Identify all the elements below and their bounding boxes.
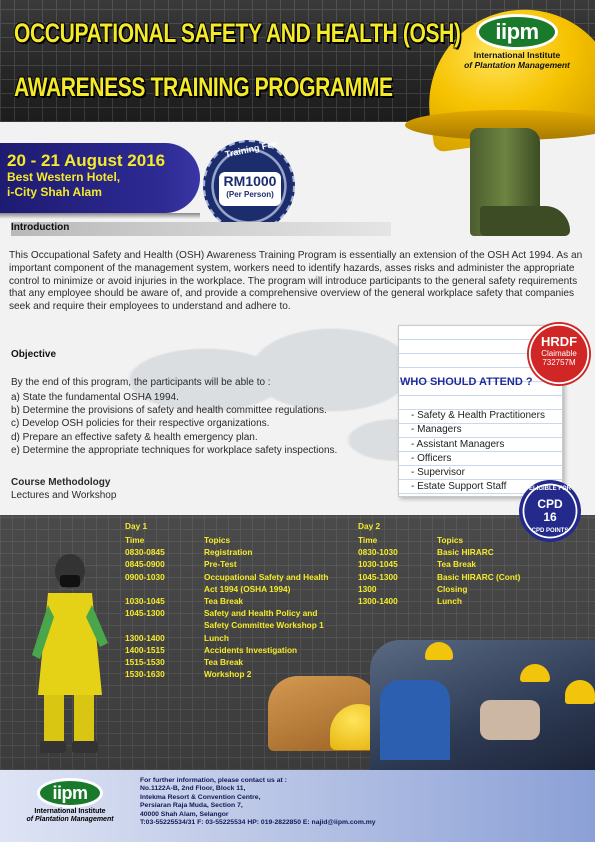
sprayer-worker-image (30, 545, 110, 755)
schedule-time: 1030-1045 (125, 596, 165, 606)
hrdf-badge (527, 322, 591, 386)
schedule-topic: Lunch (204, 632, 229, 643)
objective-item: c) Develop OSH policies for their respective organizations. (11, 418, 270, 430)
title-line-1: OCCUPATIONAL SAFETY AND HEALTH (OSH) (14, 18, 461, 48)
schedule-topic: Basic HIRARC (Cont) (437, 571, 521, 582)
day-1-time-header: Time (125, 535, 145, 545)
fee-box (219, 172, 281, 206)
contact-info (140, 777, 540, 827)
schedule-time: 0845-0900 (125, 559, 165, 570)
day-1-topic-header: Topics (204, 535, 231, 545)
attendee-item: - Supervisor (411, 467, 465, 479)
day-1-topic-column (204, 534, 328, 680)
introduction-text: This Occupational Safety and Health (OSH) Awareness Training Program is essentially an extension of the OSH Act 1994. As an important component of the management system, workers need to identify hazards, asses risks and administer the appropriate control to minimize or avoid injuries in the workplace. The program will introduce participants to the general safety requirements that any employee should be aware of, and provide a comprehensive overview of the general workplace safety that companies seek and require their employees to understand and adhere to. (9, 250, 583, 313)
schedule-time: 1045-1300 (125, 608, 165, 619)
schedule-time: 0830-1030 (358, 547, 398, 558)
attendee-list (411, 409, 545, 495)
attendee-item: - Estate Support Staff (411, 481, 507, 493)
fee-amount: RM1000 (223, 173, 277, 189)
methodology-text: Lectures and Workshop (11, 490, 117, 501)
schedule-topic: Workshop 2 (204, 669, 252, 680)
contact-line: Persiaran Raja Muda, Section 7, (140, 802, 243, 810)
injured-person (480, 700, 540, 740)
team-hard-hat (425, 642, 453, 660)
iipm-logo-header (442, 14, 592, 70)
hrdf-code: 732757M (542, 358, 576, 367)
event-venue-line-1: Best Western Hotel, (7, 170, 121, 184)
day-2-time-header: Time (358, 535, 378, 545)
objective-item: d) Prepare an effective safety & health emergency plan. (11, 431, 258, 443)
date-band-shadow (0, 213, 200, 219)
who-should-attend-heading: WHO SHOULD ATTEND ? (400, 376, 533, 388)
schedule-topic: Registration (204, 547, 253, 558)
worker-blue-uniform (380, 680, 450, 760)
objective-intro: By the end of this program, the participants will be able to : (11, 377, 271, 388)
attendee-item: - Officers (411, 452, 452, 464)
day-1-time-column (125, 534, 165, 680)
schedule-time: 1030-1045 (358, 559, 398, 570)
objective-list (11, 391, 337, 457)
event-date-band (0, 143, 200, 213)
training-fee-badge (203, 140, 295, 232)
methodology-heading: Course Methodology (11, 477, 111, 488)
day-2-topic-column (437, 534, 520, 607)
schedule-topic: Safety Committee Workshop 1 (204, 620, 324, 631)
event-date: 20 - 21 August 2016 (7, 151, 166, 170)
contact-line: For further information, please contact us at : (140, 777, 287, 784)
iipm-logo-line-1: International Institute (34, 808, 106, 815)
objective-item: e) Determine the appropriate techniques for workplace safety inspections. (11, 444, 338, 456)
iipm-logo-footer (15, 778, 125, 824)
iipm-logo-line-2: of Plantation Management (464, 60, 570, 70)
schedule-time: 1300 (358, 583, 377, 594)
schedule-topic: Safety and Health Policy and (204, 608, 318, 619)
hrdf-title: HRDF (540, 334, 578, 349)
event-venue-line-2: i-City Shah Alam (7, 185, 102, 199)
schedule-topic: Act 1994 (OSHA 1994) (204, 583, 291, 594)
team-hard-hat (520, 664, 550, 682)
cpd-points: 16 (543, 510, 557, 524)
schedule-time: 1400-1515 (125, 644, 165, 655)
contact-line: Intekma Resort & Convention Centre, (140, 793, 261, 801)
contact-line: T:03-55225534/31 F: 03-55225534 HP: 019-2822850 E: najid@iipm.com.my (140, 819, 376, 827)
cpd-label (519, 498, 581, 524)
schedule-topic: Lunch (437, 596, 462, 607)
iipm-logo-mark: iipm (476, 14, 558, 50)
fee-per-person: (Per Person) (226, 190, 274, 199)
cpd-title: CPD (537, 497, 563, 511)
objective-item: b) Determine the provisions of safety and health committee regulations. (11, 405, 327, 417)
iipm-logo-line-2: of Plantation Management (26, 816, 114, 823)
safety-boot-sole (480, 206, 570, 236)
schedule-topic: Occupational Safety and Health (204, 571, 329, 582)
contact-line: No.1122A-B, 2nd Floor, Block 11, (140, 785, 246, 793)
title-line-2: AWARENESS TRAINING PROGRAMME (14, 72, 393, 102)
schedule-topic: Basic HIRARC (437, 547, 494, 558)
schedule-topic: Tea Break (204, 657, 244, 668)
attendee-item: - Managers (411, 424, 462, 436)
introduction-heading: Introduction (11, 222, 391, 236)
day-2-topic-header: Topics (437, 535, 464, 545)
attendee-item: - Safety & Health Practitioners (411, 410, 545, 421)
team-hard-hat (565, 680, 595, 704)
contact-line: 40000 Shah Alam, Selangor (140, 810, 229, 818)
objective-heading: Objective (11, 349, 57, 360)
schedule-time: 0830-0845 (125, 547, 165, 558)
day-1-label: Day 1 (125, 521, 148, 531)
day-2-label: Day 2 (358, 521, 381, 531)
schedule-time: 1530-1630 (125, 669, 165, 680)
cpd-points-label: CPD POINTS (531, 528, 569, 534)
rescue-team-photo (370, 640, 595, 770)
schedule-topic: Accidents Investigation (204, 644, 298, 655)
attendee-item: - Assistant Managers (411, 438, 505, 450)
schedule-time: 1515-1530 (125, 657, 165, 667)
schedule-time: 0900-1030 (125, 571, 165, 582)
objective-item: a) State the fundamental OSHA 1994. (11, 392, 179, 403)
iipm-logo-line-1: International Institute (473, 50, 561, 60)
cpd-eligible: ELIGIBLE FOR (529, 486, 571, 492)
schedule-topic: Tea Break (204, 596, 244, 607)
cpd-badge (519, 480, 581, 542)
iipm-logo-mark: iipm (37, 778, 103, 808)
schedule-topic: Pre-Test (204, 559, 237, 570)
spacer (125, 583, 165, 595)
schedule-time: 1300-1400 (358, 596, 398, 607)
spacer (125, 619, 165, 631)
schedule-time: 1045-1300 (358, 571, 398, 582)
day-2-time-column (358, 534, 398, 607)
hrdf-claimable: Claimable (541, 349, 577, 358)
fee-label: Training Fee (224, 138, 278, 160)
schedule-time: 1300-1400 (125, 632, 165, 643)
schedule-topic: Closing (437, 583, 468, 594)
schedule-topic: Tea Break (437, 559, 477, 570)
